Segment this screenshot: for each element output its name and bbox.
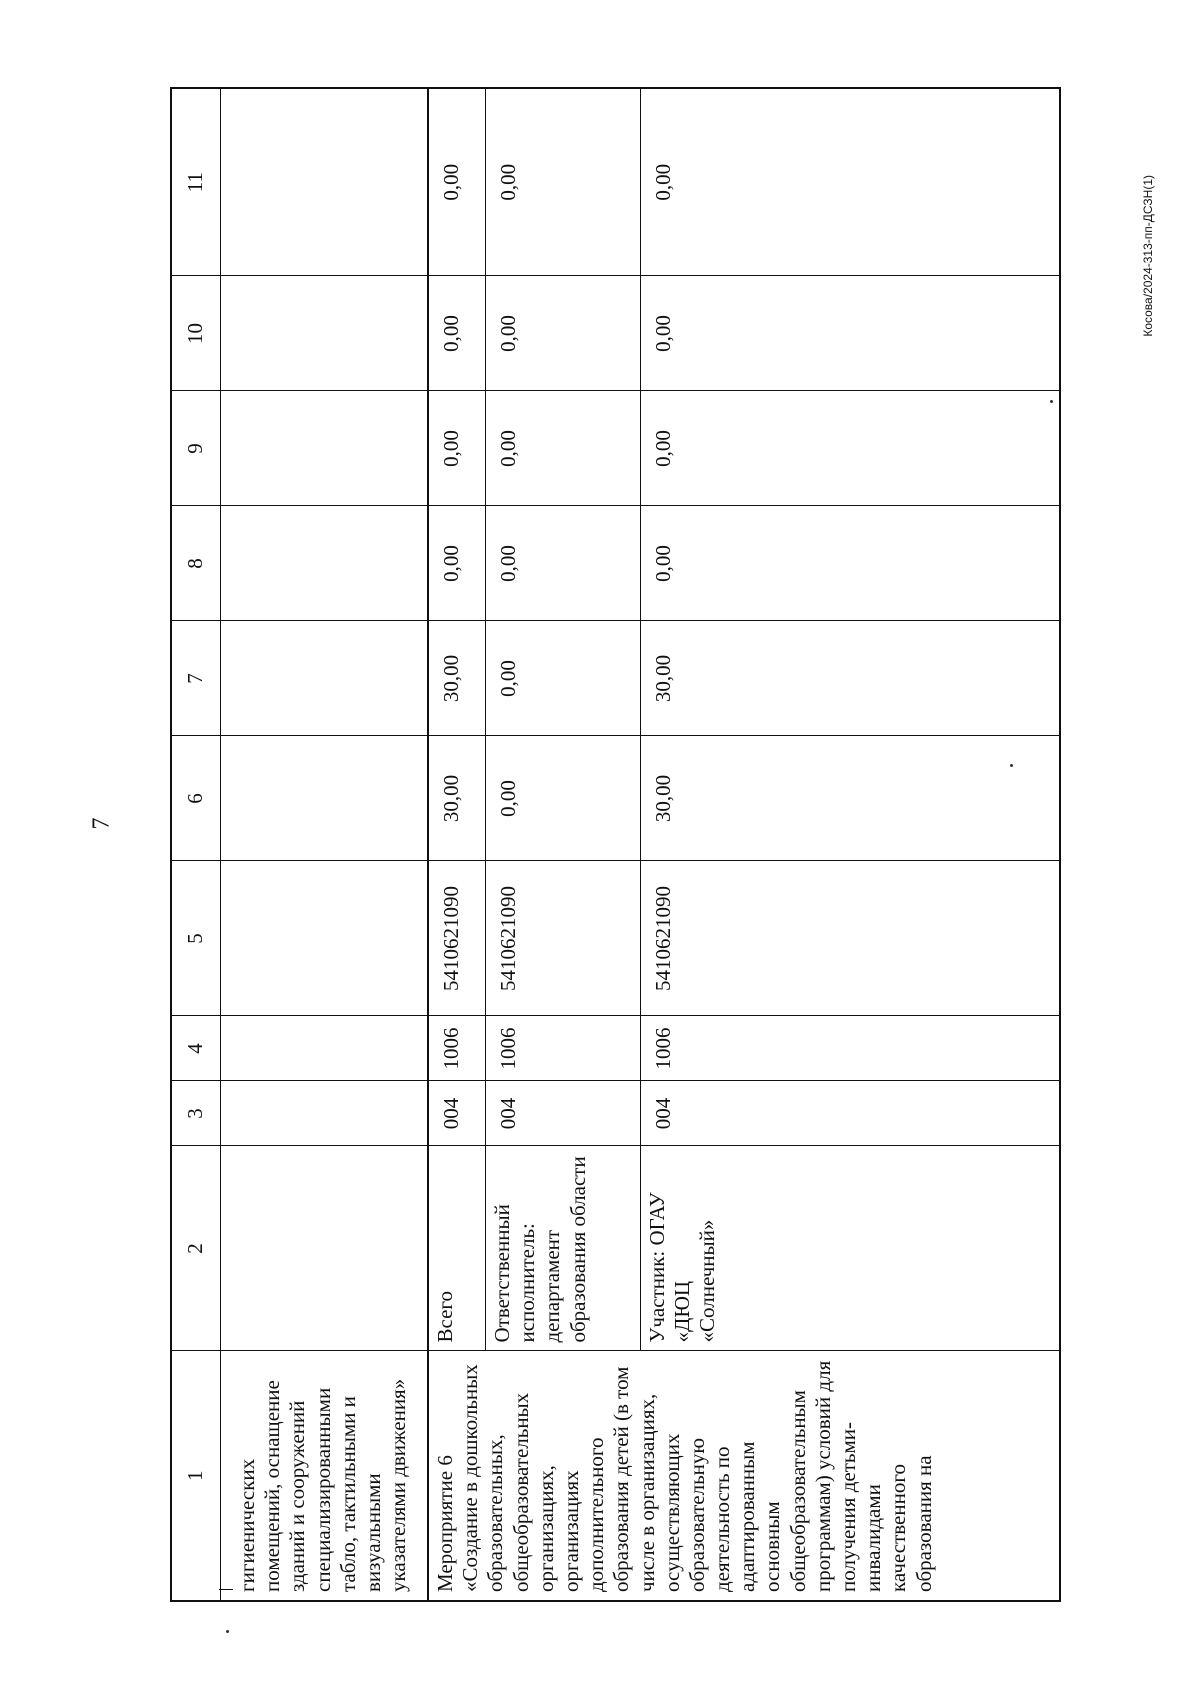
- table-cell: Мероприятие 6 «Создание в дошкольных образовательных, общеобразовательных организациях, организациях дополнительного образования детей (в том числе в организациях, осуществляющих образовательную деятельность по адаптированным основным общеобразовательным программам) условий для получения детьми-инвалидами качественного образования на: [428, 1351, 1060, 1601]
- table-cell: 0,00: [486, 621, 641, 736]
- table-cell: [221, 621, 429, 736]
- table-cell: 30,00: [641, 736, 1061, 861]
- col-header: 7: [171, 621, 221, 736]
- table-cell: 004: [641, 1081, 1061, 1146]
- table-cell: 0,00: [641, 506, 1061, 621]
- table-cell: [221, 1146, 429, 1351]
- table-cell: [221, 88, 429, 276]
- table-cell: [221, 861, 429, 1016]
- page-number: 7: [88, 817, 115, 830]
- col-header: 5: [171, 861, 221, 1016]
- table-cell: 0,00: [486, 276, 641, 391]
- table-cell: 0,00: [428, 88, 486, 276]
- scan-mark: [219, 1589, 233, 1590]
- table-cell: [221, 506, 429, 621]
- table-cell: 0,00: [486, 88, 641, 276]
- col-header: 9: [171, 391, 221, 506]
- table-cell: 0,00: [428, 391, 486, 506]
- table-cell: Всего: [428, 1146, 486, 1351]
- col-header: 6: [171, 736, 221, 861]
- table-cell: Ответственный исполнитель: департамент образования области: [486, 1146, 641, 1351]
- table-cell: 0,00: [641, 88, 1061, 276]
- table-cell: [221, 1016, 429, 1081]
- budget-table-container: [170, 89, 1061, 1602]
- table-cell: 30,00: [641, 621, 1061, 736]
- table-cell: [221, 1351, 429, 1601]
- table-cell: [221, 391, 429, 506]
- table-cell: 30,00: [428, 736, 486, 861]
- table-cell: Участник: ОГАУ «ДЮЦ «Солнечный»: [641, 1146, 1061, 1351]
- col-header: 4: [171, 1016, 221, 1081]
- table-cell: 0,00: [428, 276, 486, 391]
- table-cell: 0,00: [486, 506, 641, 621]
- table-cell: [221, 276, 429, 391]
- col-header: 8: [171, 506, 221, 621]
- table-cell: 004: [486, 1081, 641, 1146]
- table-cell: 004: [428, 1081, 486, 1146]
- table-cell: 0,00: [641, 276, 1061, 391]
- table-row: [428, 88, 486, 1601]
- scan-speck: [226, 1630, 229, 1633]
- table-cell: 5410621090: [486, 861, 641, 1016]
- col-header: 11: [171, 88, 221, 276]
- col-header: 2: [171, 1146, 221, 1351]
- budget-table: [170, 87, 1061, 1602]
- table-cell: 0,00: [486, 391, 641, 506]
- table-cell: [221, 1081, 429, 1146]
- table-cell: 1006: [641, 1016, 1061, 1081]
- table-cell: 5410621090: [428, 861, 486, 1016]
- table-cell: 0,00: [486, 736, 641, 861]
- table-cell: 30,00: [428, 621, 486, 736]
- cell-text: гигиенических помещений, оснащение зданий и сооружений специализированными табло, тактильными и визуальными указателями движения»: [235, 1378, 411, 1592]
- table-cell: [221, 736, 429, 861]
- table-cell: 0,00: [428, 506, 486, 621]
- table-cell: 1006: [428, 1016, 486, 1081]
- col-header: 1: [171, 1351, 221, 1601]
- table-cell: 1006: [486, 1016, 641, 1081]
- col-header: 10: [171, 276, 221, 391]
- col-header: 3: [171, 1081, 221, 1146]
- document-reference: Косова/2024-313-пп-ДСЗН(1): [1141, 175, 1155, 337]
- table-row: [221, 88, 429, 1601]
- table-cell: 0,00: [641, 391, 1061, 506]
- table-cell: 5410621090: [641, 861, 1061, 1016]
- header-row: [171, 88, 221, 1601]
